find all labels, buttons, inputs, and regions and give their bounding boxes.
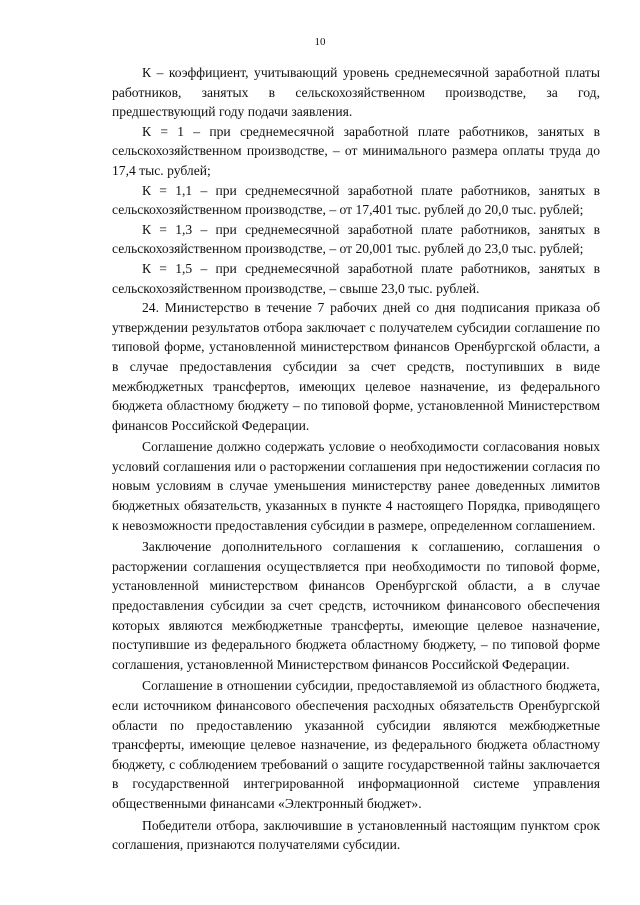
paragraph-coefficient-definition: К – коэффициент, учитывающий уровень среднемесячной заработной платы работников, занятых в сельскохозяйственном производстве, за год, предшествующий году подачи заявления.: [112, 65, 600, 120]
paragraph-coefficient-1-3: К = 1,3 – при среднемесячной заработной плате работников, занятых в сельскохозяйственном производстве, – от 20,001 тыс. рублей до 23,0 тыс. рублей;: [112, 221, 600, 257]
paragraph-coefficient-1: К = 1 – при среднемесячной заработной плате работников, занятых в сельскохозяйственном производстве, – от минимального размера оплаты труда до 17,4 тыс. рублей;: [112, 123, 600, 178]
paragraph-item-24: 24. Министерство в течение 7 рабочих дней со дня подписания приказа об утверждении результатов отбора заключает с получателем субсидии соглашение по типовой форме, установленной министерством финансов Оренбургской области, а в случае предоставления субсидии за счет средств, поступивших в виде межбюджетных трансфертов, имеющих целевое назначение, из федерального бюджета областному бюджету – по типовой форме, установленной Министерством финансов Российской Федерации.: [112, 300, 600, 433]
paragraph-winners: Победители отбора, заключившие в установленный настоящим пунктом срок соглашения, признаются получателями субсидии.: [112, 817, 600, 853]
paragraph-coefficient-1-5: К = 1,5 – при среднемесячной заработной плате работников, занятых в сельскохозяйственном производстве, – свыше 23,0 тыс. рублей.: [112, 260, 600, 296]
paragraph-coefficient-1-1: К = 1,1 – при среднемесячной заработной плате работников, занятых в сельскохозяйственном производстве, – от 17,401 тыс. рублей до 20,0 тыс. рублей;: [112, 182, 600, 218]
page-number: 10: [314, 36, 326, 48]
document-body: [112, 63, 600, 855]
paragraph-additional-agreement: Заключение дополнительного соглашения к соглашению, соглашения о расторжении соглашения осуществляется при необходимости по типовой форме, установленной министерством финансов Оренбургской области, а в случае предоставления субсидии за счет средств, источником финансового обеспечения которых являются межбюджетные трансферты, имеющие целевое назначение, поступившие из федерального бюджета областному бюджету, – по типовой форме соглашения, установленной Министерством финансов Российской Федерации.: [112, 539, 600, 672]
paragraph-electronic-budget: Соглашение в отношении субсидии, предоставляемой из областного бюджета, если источником финансового обеспечения расходных обязательств Оренбургской области по предоставлению указанной субсидии являются межбюджетные трансферты, имеющие целевое назначение, из федерального бюджета областному бюджету, с соблюдением требований о защите государственной тайны заключается в государственной интегрированной информационной системе управления общественными финансами «Электронный бюджет».: [112, 678, 600, 811]
paragraph-agreement-conditions: Соглашение должно содержать условие о необходимости согласования новых условий соглашения или о расторжении соглашения при недостижении согласия по новым условиям в случае уменьшения министерству ранее доведенных лимитов бюджетных обязательств, указанных в пункте 4 настоящего Порядка, приводящего к невозможности предоставления субсидии в размере, определенном соглашением.: [112, 439, 600, 533]
